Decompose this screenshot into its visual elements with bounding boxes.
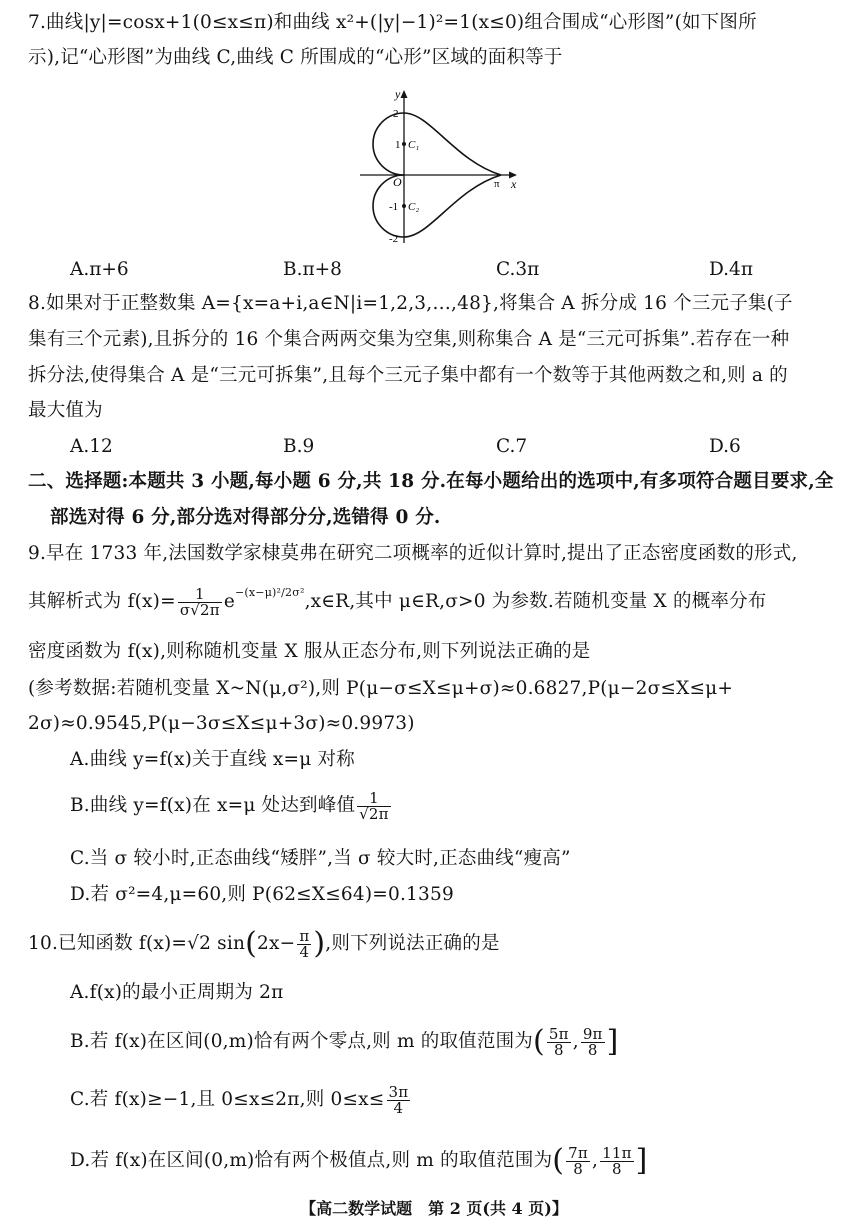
q10-option-d: D.若 f(x)在区间(0,m)恰有两个极值点,则 m 的取值范围为( $\frac{7\pi}{8}$ , $\frac{11\pi}{8}$ ] bbox=[70, 1143, 648, 1178]
q8-line2: 集有三个元素),且拆分的 16 个集合两两交集为空集,则称集合 A 是“三元可拆集”.若存在一种 bbox=[28, 329, 790, 350]
q8-line4: 最大值为 bbox=[28, 400, 103, 421]
q10-d-den-1: 8 bbox=[573, 1159, 583, 1178]
q10-stem-pre: 10.已知函数 f(x)=√2 sin bbox=[28, 933, 246, 954]
section2-heading-line2: 部选对得 6 分,部分选对得部分分,选错得 0 分. bbox=[50, 507, 441, 528]
origin-label: O bbox=[393, 175, 402, 189]
q9-density-numerator: 1 bbox=[178, 587, 222, 603]
q10-b-num-1: 5π bbox=[548, 1024, 569, 1043]
q9-formula-post: ,x∈R,其中 μ∈R,σ>0 为参数.若随机变量 X 的概率分布 bbox=[304, 591, 767, 612]
section2-heading-line1: 二、选择题:本题共 3 小题,每小题 6 分,共 18 分.在每小题给出的选项中,有多项符合题目要求,全 bbox=[28, 471, 834, 492]
q10-b-den-2: 8 bbox=[587, 1040, 598, 1059]
tick-x-pi: π bbox=[494, 178, 500, 190]
tick-y-minus-1: -1 bbox=[389, 201, 399, 213]
q9-density-fraction bbox=[178, 584, 222, 619]
q10-d-fraction-2 bbox=[600, 1143, 634, 1178]
q10-option-c bbox=[70, 1080, 412, 1120]
q7-option-a: A.π+6 bbox=[70, 259, 129, 280]
q7-option-b: B.π+8 bbox=[283, 259, 342, 280]
q10-stem-post: ,则下列说法正确的是 bbox=[325, 933, 500, 954]
tick-y-2: 2 bbox=[393, 108, 399, 120]
q10-stem-numerator: π bbox=[299, 926, 310, 945]
q10-d-fraction-1 bbox=[566, 1143, 590, 1178]
q8-line1: 8.如果对于正整数集 A={x=a+i,a∈N|i=1,2,3,…,48},将集合 A 拆分成 16 个三元子集(子 bbox=[28, 293, 793, 314]
tick-y-minus-2: -2 bbox=[389, 233, 399, 245]
y-axis-label: y bbox=[395, 87, 401, 101]
q10-c-fraction bbox=[387, 1082, 411, 1117]
q10-option-a: A.f(x)的最小正周期为 2π bbox=[70, 982, 284, 1003]
q10-c-numerator: 3π bbox=[388, 1082, 409, 1101]
q10-option-c-text: C.若 f(x)≥−1,且 0≤x≤2π,则 0≤x≤ bbox=[70, 1089, 385, 1110]
q8-option-a: A.12 bbox=[70, 436, 113, 457]
q9-peak-denominator: √2π bbox=[359, 804, 389, 823]
q7-option-c: C.3π bbox=[496, 259, 540, 280]
q9-line3: 密度函数为 f(x),则称随机变量 X 服从正态分布,则下列说法正确的是 bbox=[28, 641, 591, 662]
q9-option-b bbox=[70, 786, 393, 826]
q10-option-d-text: D.若 f(x)在区间(0,m)恰有两个极值点,则 m 的取值范围为 bbox=[70, 1150, 553, 1171]
q7-line1: 7.曲线|y|=cosx+1(0≤x≤π)和曲线 x²+(|y|−1)²=1(x≤0)组合围成“心形图”(如下图所 bbox=[28, 12, 757, 33]
q10-stem-denominator: 4 bbox=[299, 942, 310, 961]
c1-label: C₁ bbox=[408, 139, 420, 151]
q9-option-b-text: B.曲线 y=f(x)在 x=μ 处达到峰值 bbox=[70, 795, 356, 816]
heart-figure bbox=[355, 86, 525, 248]
q9-option-c: C.当 σ 较小时,正态曲线“矮胖”,当 σ 较大时,正态曲线“瘦高” bbox=[70, 848, 571, 869]
q10-option-b-text: B.若 f(x)在区间(0,m)恰有两个零点,则 m 的取值范围为 bbox=[70, 1031, 533, 1052]
q10-stem-arg: 2x− bbox=[257, 933, 296, 954]
q8-line3: 拆分法,使得集合 A 是“三元可拆集”,且每个三元子集中都有一个数等于其他两数之和,则 a 的 bbox=[28, 365, 788, 386]
x-axis-label: x bbox=[511, 177, 517, 191]
q10-b-fraction-1 bbox=[547, 1024, 571, 1059]
q10-b-den-1: 8 bbox=[553, 1040, 564, 1059]
q8-option-c: C.7 bbox=[496, 436, 528, 457]
q9-line5: 2σ)≈0.9545,P(μ−3σ≤X≤μ+3σ)≈0.9973) bbox=[28, 713, 415, 734]
q7-line2: 示),记“心形图”为曲线 C,曲线 C 所围成的“心形”区域的面积等于 bbox=[28, 47, 563, 68]
q9-formula-pre: 其解析式为 f(x)= bbox=[28, 591, 176, 612]
q8-option-b: B.9 bbox=[283, 436, 315, 457]
q9-option-d: D.若 σ²=4,μ=60,则 P(62≤X≤64)=0.1359 bbox=[70, 884, 454, 905]
q8-option-d: D.6 bbox=[709, 436, 741, 457]
page-footer: 【高二数学试题 第 2 页(共 4 页)】 bbox=[300, 1199, 568, 1218]
q9-option-a: A.曲线 y=f(x)关于直线 x=μ 对称 bbox=[70, 749, 355, 770]
q9-formula-e: e bbox=[223, 591, 235, 612]
q9-peak-numerator: 1 bbox=[357, 791, 391, 807]
q9-peak-fraction bbox=[357, 788, 391, 823]
q9-line1: 9.早在 1733 年,法国数学家棣莫弗在研究二项概率的近似计算时,提出了正态密度函数的形式, bbox=[28, 543, 798, 564]
q10-stem-fraction bbox=[297, 926, 311, 961]
q10-d-num-1: 7π bbox=[568, 1143, 588, 1162]
tick-y-1: 1 bbox=[395, 139, 401, 151]
q10-stem: 10.已知函数 f(x)=√2 sin(2x− $\frac{\pi}{4}$ ),则下列说法正确的是 bbox=[28, 926, 500, 961]
q10-b-fraction-2 bbox=[581, 1024, 605, 1059]
q10-option-b: B.若 f(x)在区间(0,m)恰有两个零点,则 m 的取值范围为( $\frac{5\pi}{8}$ , $\frac{9\pi}{8}$ ] bbox=[70, 1024, 619, 1059]
c2-label: C₂ bbox=[408, 201, 420, 213]
q9-formula-exponent: −(x−μ)²/2σ² bbox=[234, 586, 305, 599]
q9-formula-line bbox=[28, 582, 767, 624]
q10-b-num-2: 9π bbox=[582, 1024, 603, 1043]
q9-density-denominator: σ√2π bbox=[179, 600, 220, 619]
q7-option-d: D.4π bbox=[709, 259, 753, 280]
q9-line4: (参考数据:若随机变量 X~N(μ,σ²),则 P(μ−σ≤X≤μ+σ)≈0.6827,P(μ−2σ≤X≤μ+ bbox=[28, 678, 734, 699]
q10-d-num-2: 11π bbox=[602, 1143, 632, 1162]
q10-c-denominator: 4 bbox=[393, 1098, 404, 1117]
q10-d-den-2: 8 bbox=[611, 1159, 622, 1178]
